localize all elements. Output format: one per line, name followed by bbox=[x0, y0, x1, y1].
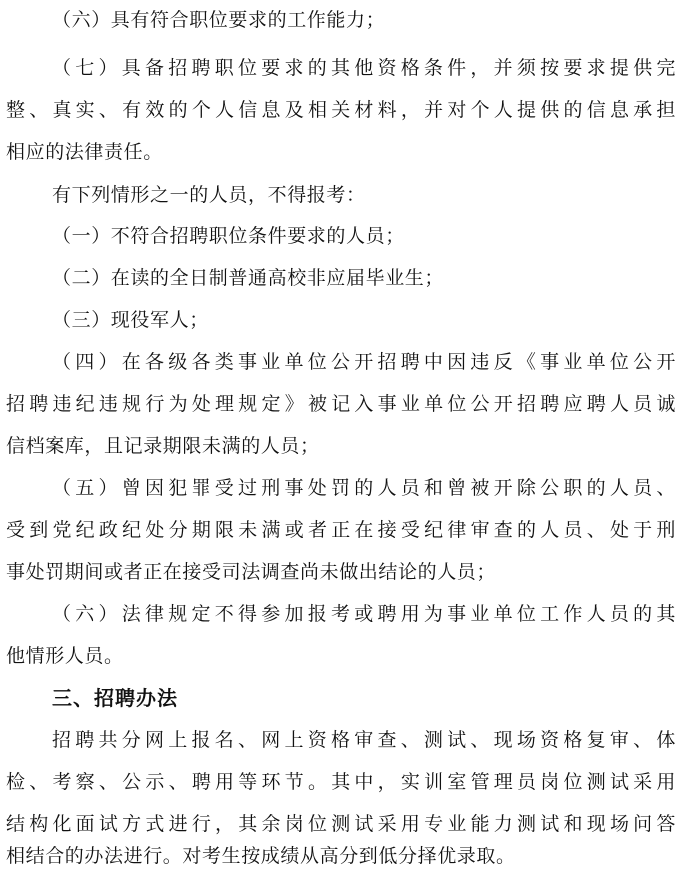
paragraph-line: 事处罚期间或者正在接受司法调查尚未做出结论的人员； bbox=[6, 561, 497, 583]
paragraph-line: （二）在读的全日制普通高校非应届毕业生； bbox=[52, 267, 445, 289]
paragraph-line: 相应的法律责任。 bbox=[6, 141, 163, 163]
paragraph-line: 招聘违纪违规行为处理规定》被记入事业单位公开招聘应聘人员诚 bbox=[6, 393, 676, 415]
paragraph-line: 结构化面试方式进行，其余岗位测试采用专业能力测试和现场问答 bbox=[6, 813, 676, 835]
paragraph-line: （六）具有符合职位要求的工作能力； bbox=[52, 9, 386, 31]
paragraph-line: 整、真实、有效的个人信息及相关材料，并对个人提供的信息承担 bbox=[6, 99, 676, 121]
paragraph-line: 检、考察、公示、聘用等环节。其中，实训室管理员岗位测试采用 bbox=[6, 771, 676, 793]
paragraph-line: （一）不符合招聘职位条件要求的人员； bbox=[52, 225, 405, 247]
paragraph-line: 有下列情形之一的人员，不得报考： bbox=[52, 184, 366, 206]
paragraph-line: 受到党纪政纪处分期限未满或者正在接受纪律审查的人员、处于刑 bbox=[6, 519, 676, 541]
paragraph-line: 招聘共分网上报名、网上资格审查、测试、现场资格复审、体 bbox=[52, 729, 676, 751]
section-heading: 三、招聘办法 bbox=[52, 686, 178, 710]
paragraph-line: （七）具备招聘职位要求的其他资格条件，并须按要求提供完 bbox=[52, 57, 676, 79]
paragraph-line: （三）现役军人； bbox=[52, 309, 209, 331]
paragraph-line: （四）在各级各类事业单位公开招聘中因违反《事业单位公开 bbox=[52, 351, 676, 373]
paragraph-line: （六）法律规定不得参加报考或聘用为事业单位工作人员的其 bbox=[52, 603, 676, 625]
paragraph-line: 相结合的办法进行。对考生按成绩从高分到低分择优录取。 bbox=[6, 845, 516, 867]
paragraph-line: 他情形人员。 bbox=[6, 645, 124, 667]
paragraph-line: （五）曾因犯罪受过刑事处罚的人员和曾被开除公职的人员、 bbox=[52, 477, 676, 499]
paragraph-line: 信档案库，且记录期限未满的人员； bbox=[6, 435, 320, 457]
